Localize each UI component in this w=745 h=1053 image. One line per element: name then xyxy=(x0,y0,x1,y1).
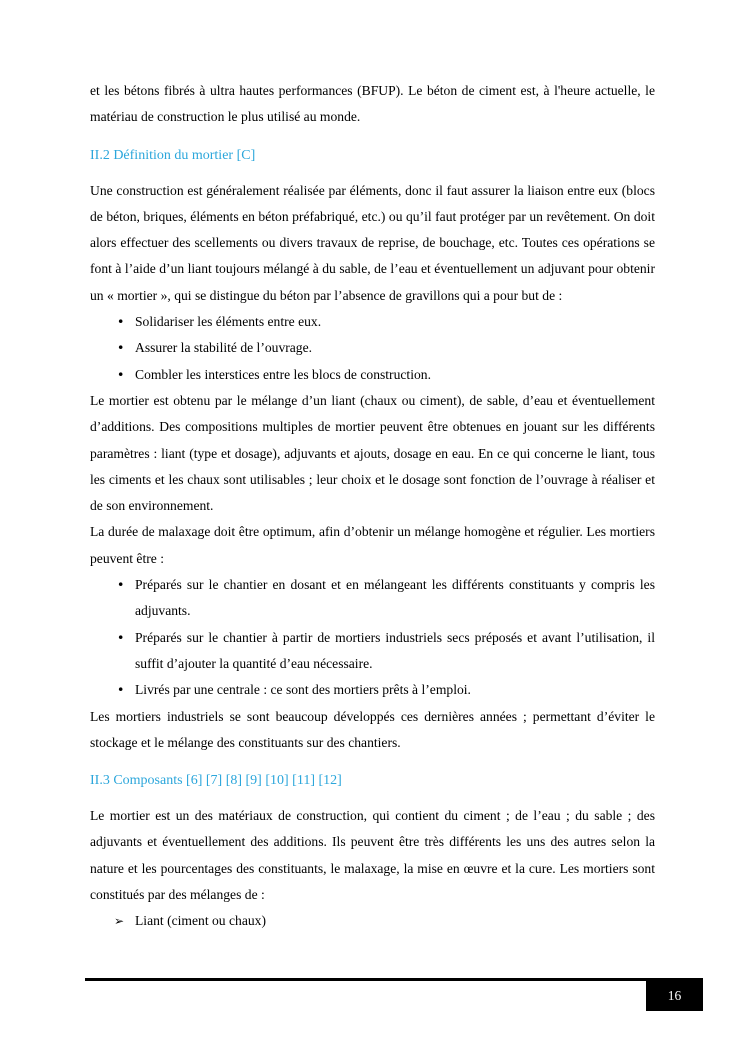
list-item-text: Liant (ciment ou chaux) xyxy=(135,913,266,929)
bullet-icon: • xyxy=(117,366,125,382)
paragraph-definition: Une construction est généralement réalisée par éléments, donc il faut assurer la liaison entre eux (blocs de béton, briques, éléments en béton préfabriqué, etc.) ou qu’il faut protéger par un revêtement. On doit alors effectuer des scellements ou divers travaux de reprise, de bouchage, etc. Toutes ces opérations se font à l’aide d’un liant toujours mélangé à du sable, de l’eau et éventuellement un adjuvant pour obtenir un « mortier », qui se distingue du béton par l’absence de gravillons qui a pour but de : xyxy=(90,182,655,303)
bullet-icon: • xyxy=(117,340,125,356)
footer-divider xyxy=(85,978,703,981)
paragraph-malaxage: La durée de malaxage doit être optimum, afin d’obtenir un mélange homogène et régulier. Les mortiers peuvent être : xyxy=(90,524,655,566)
list-item xyxy=(90,625,655,678)
list-item-text: Assurer la stabilité de l’ouvrage. xyxy=(135,340,313,356)
arrow-bullet-icon: ➢ xyxy=(114,914,125,929)
page-number-badge xyxy=(646,981,703,1011)
section-heading-composants: II.3 Composants [6] [7] [8] [9] [10] [11] [12] xyxy=(90,773,342,789)
list-item xyxy=(90,309,655,335)
list-item xyxy=(90,362,655,388)
list-item-text: Préparés sur le chantier en dosant et en mélangeant les différents constituants y compris les adjuvants. xyxy=(135,577,655,619)
list-item-text: Préparés sur le chantier à partir de mortiers industriels secs préposés et avant l’utilisation, il suffit d’ajouter la quantité d’eau nécessaire. xyxy=(135,629,655,671)
section-heading-definition: II.2 Définition du mortier [C] xyxy=(90,147,256,163)
list-item-text: Livrés par une centrale : ce sont des mortiers prêts à l’emploi. xyxy=(135,682,471,698)
list-item xyxy=(90,677,655,703)
list-item xyxy=(90,572,655,625)
paragraph-intro: et les bétons fibrés à ultra hautes performances (BFUP). Le béton de ciment est, à l'heure actuelle, le matériau de construction le plus utilisé au monde. xyxy=(90,83,655,125)
bullet-icon: • xyxy=(117,629,125,645)
paragraph-composants: Le mortier est un des matériaux de construction, qui contient du ciment ; de l’eau ; du sable ; des adjuvants et éventuellement des additions. Ils peuvent être très différents les uns des autres selon la nature et les pourcentages des constituants, le malaxage, la mise en œuvre et la cure. Les mortiers sont constitués par des mélanges de : xyxy=(90,808,655,903)
bullet-icon: • xyxy=(117,314,125,330)
list-item xyxy=(90,335,655,361)
page-content xyxy=(90,78,655,935)
paragraph-industriels: Les mortiers industriels se sont beaucoup développés ces dernières années ; permettant d’éviter le stockage et le mélange des constituants sur des chantiers. xyxy=(90,708,655,750)
bullet-icon: • xyxy=(117,577,125,593)
list-item xyxy=(90,908,655,934)
bullet-icon: • xyxy=(117,682,125,698)
paragraph-composition: Le mortier est obtenu par le mélange d’un liant (chaux ou ciment), de sable, d’eau et éventuellement d’additions. Des compositions multiples de mortier peuvent être obtenues en jouant sur les différents paramètres : liant (type et dosage), adjuvants et ajouts, dosage en eau. En ce qui concerne le liant, tous les ciments et les chaux sont utilisables ; leur choix et le dosage sont fonction de l’ouvrage à réaliser et de son environnement. xyxy=(90,392,655,514)
page-number: 16 xyxy=(667,988,682,1003)
list-item-text: Solidariser les éléments entre eux. xyxy=(135,314,322,330)
list-item-text: Combler les interstices entre les blocs de construction. xyxy=(135,366,431,382)
